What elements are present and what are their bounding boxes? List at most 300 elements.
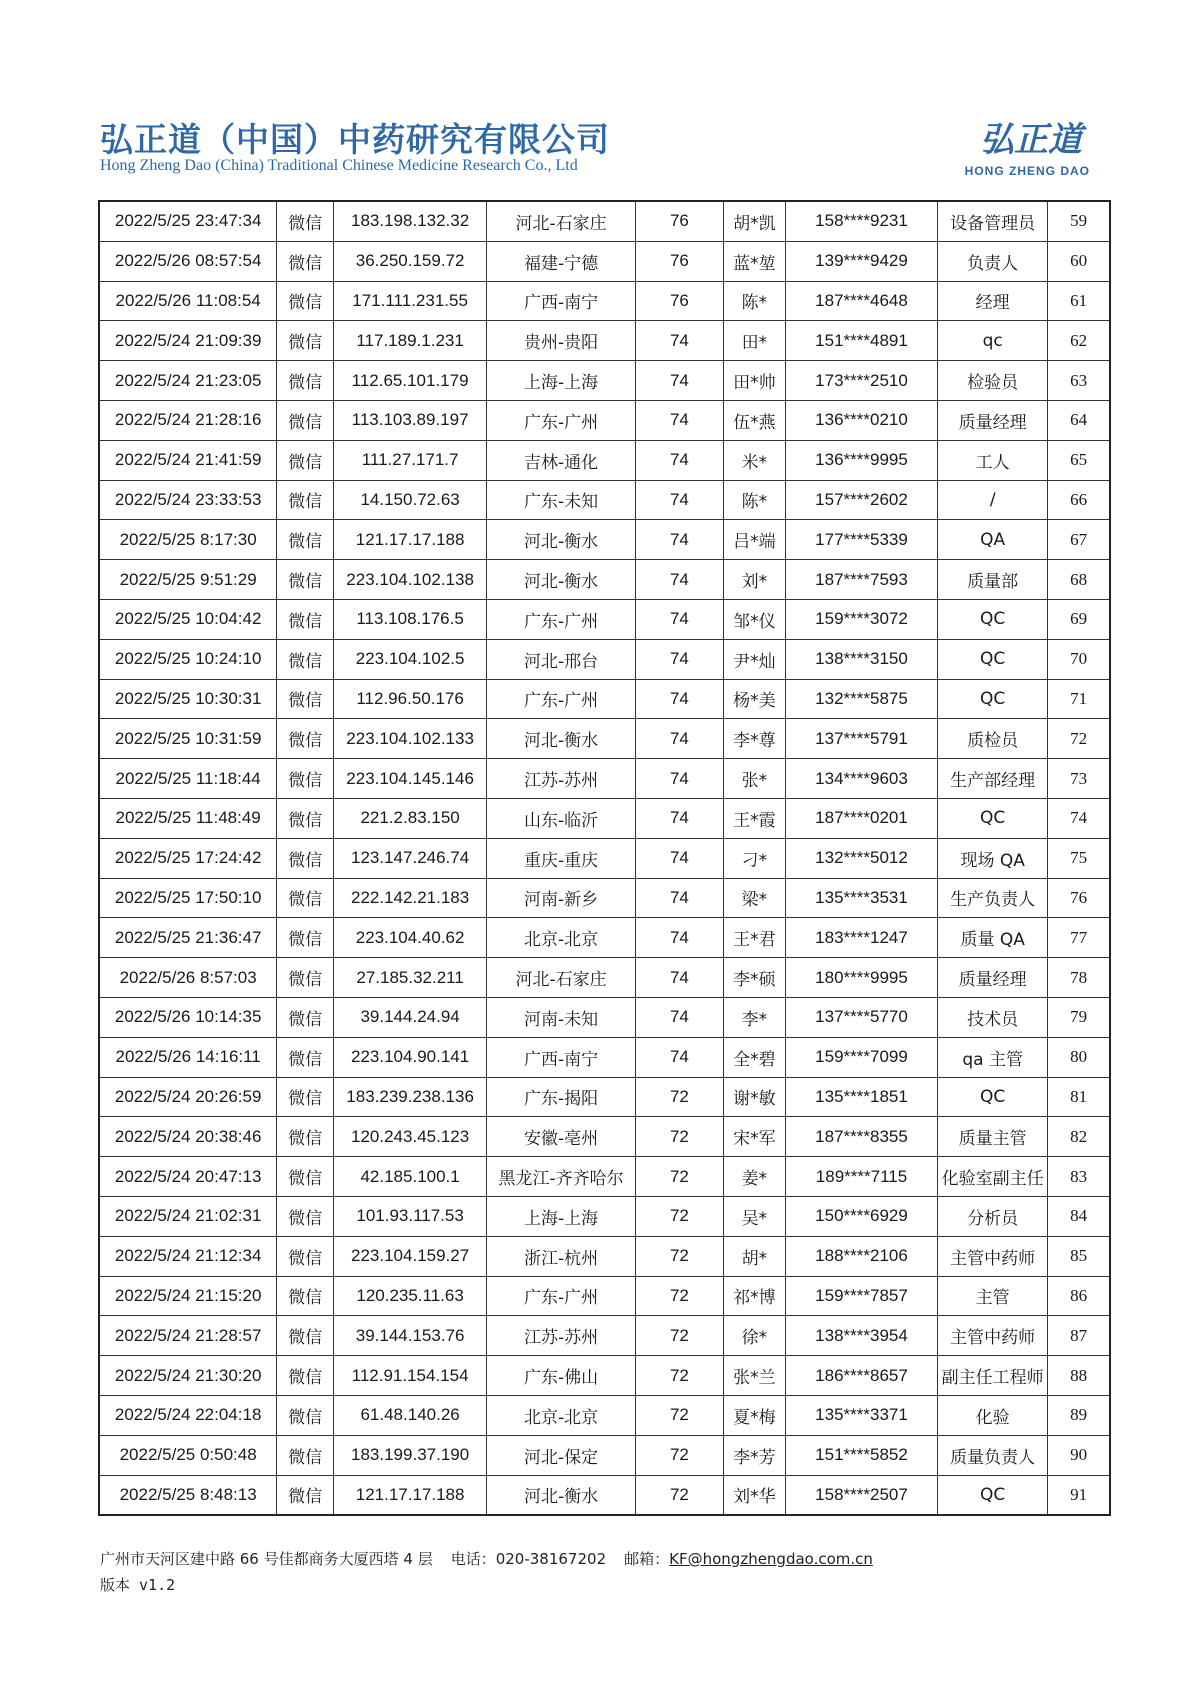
cell-source: 微信 bbox=[277, 1276, 334, 1316]
cell-index: 77 bbox=[1048, 918, 1110, 958]
cell-score: 76 bbox=[636, 281, 724, 321]
table-row bbox=[99, 440, 1110, 480]
cell-name: 米* bbox=[723, 440, 785, 480]
cell-ip-address: 112.91.154.154 bbox=[334, 1356, 487, 1396]
cell-source: 微信 bbox=[277, 838, 334, 878]
table-row bbox=[99, 1077, 1110, 1117]
cell-region: 河北-邢台 bbox=[487, 639, 636, 679]
cell-ip-address: 36.250.159.72 bbox=[334, 241, 487, 281]
cell-phone: 136****9995 bbox=[785, 440, 937, 480]
cell-position: 主管中药师 bbox=[938, 1316, 1048, 1356]
cell-ip-address: 123.147.246.74 bbox=[334, 838, 487, 878]
cell-score: 72 bbox=[636, 1435, 724, 1475]
table-row bbox=[99, 1356, 1110, 1396]
company-name-en: Hong Zheng Dao (China) Traditional Chinese Medicine Research Co., Ltd bbox=[100, 157, 578, 174]
cell-name: 陈* bbox=[723, 281, 785, 321]
cell-phone: 189****7115 bbox=[785, 1157, 937, 1197]
cell-index: 59 bbox=[1048, 201, 1110, 241]
cell-source: 微信 bbox=[277, 1236, 334, 1276]
cell-name: 蓝*堃 bbox=[723, 241, 785, 281]
cell-source: 微信 bbox=[277, 639, 334, 679]
cell-position: qa 主管 bbox=[938, 1037, 1048, 1077]
cell-timestamp: 2022/5/24 21:12:34 bbox=[99, 1236, 277, 1276]
cell-score: 72 bbox=[636, 1356, 724, 1396]
cell-timestamp: 2022/5/25 11:18:44 bbox=[99, 759, 277, 799]
cell-position: QC bbox=[938, 599, 1048, 639]
cell-timestamp: 2022/5/24 22:04:18 bbox=[99, 1395, 277, 1435]
cell-position: QC bbox=[938, 1077, 1048, 1117]
cell-ip-address: 42.185.100.1 bbox=[334, 1157, 487, 1197]
cell-index: 76 bbox=[1048, 878, 1110, 918]
cell-region: 吉林-通化 bbox=[487, 440, 636, 480]
cell-score: 74 bbox=[636, 440, 724, 480]
cell-score: 74 bbox=[636, 599, 724, 639]
cell-timestamp: 2022/5/25 11:48:49 bbox=[99, 798, 277, 838]
cell-source: 微信 bbox=[277, 958, 334, 998]
cell-timestamp: 2022/5/25 21:36:47 bbox=[99, 918, 277, 958]
cell-index: 62 bbox=[1048, 321, 1110, 361]
cell-index: 69 bbox=[1048, 599, 1110, 639]
cell-score: 74 bbox=[636, 918, 724, 958]
cell-phone: 187****7593 bbox=[785, 560, 937, 600]
cell-ip-address: 39.144.24.94 bbox=[334, 997, 487, 1037]
table-row bbox=[99, 1316, 1110, 1356]
cell-name: 陈* bbox=[723, 480, 785, 520]
cell-region: 福建-宁德 bbox=[487, 241, 636, 281]
cell-timestamp: 2022/5/24 23:33:53 bbox=[99, 480, 277, 520]
cell-source: 微信 bbox=[277, 1037, 334, 1077]
cell-phone: 132****5875 bbox=[785, 679, 937, 719]
cell-position: 分析员 bbox=[938, 1196, 1048, 1236]
cell-region: 河北-衡水 bbox=[487, 560, 636, 600]
cell-position: 质量经理 bbox=[938, 958, 1048, 998]
table-row bbox=[99, 201, 1110, 241]
cell-ip-address: 117.189.1.231 bbox=[334, 321, 487, 361]
table-row bbox=[99, 520, 1110, 560]
cell-source: 微信 bbox=[277, 440, 334, 480]
table-row bbox=[99, 321, 1110, 361]
cell-timestamp: 2022/5/26 08:57:54 bbox=[99, 241, 277, 281]
table-row bbox=[99, 361, 1110, 401]
cell-position: qc bbox=[938, 321, 1048, 361]
cell-region: 上海-上海 bbox=[487, 1196, 636, 1236]
cell-source: 微信 bbox=[277, 878, 334, 918]
cell-position: 化验 bbox=[938, 1395, 1048, 1435]
cell-score: 74 bbox=[636, 719, 724, 759]
cell-score: 72 bbox=[636, 1157, 724, 1197]
cell-score: 74 bbox=[636, 878, 724, 918]
cell-index: 88 bbox=[1048, 1356, 1110, 1396]
cell-name: 宋*军 bbox=[723, 1117, 785, 1157]
cell-position: 负责人 bbox=[938, 241, 1048, 281]
cell-ip-address: 223.104.90.141 bbox=[334, 1037, 487, 1077]
cell-phone: 187****4648 bbox=[785, 281, 937, 321]
table-row bbox=[99, 1037, 1110, 1077]
table-row bbox=[99, 1435, 1110, 1475]
cell-timestamp: 2022/5/26 11:08:54 bbox=[99, 281, 277, 321]
cell-name: 王*君 bbox=[723, 918, 785, 958]
cell-region: 广东-未知 bbox=[487, 480, 636, 520]
cell-score: 74 bbox=[636, 759, 724, 799]
cell-region: 广东-广州 bbox=[487, 1276, 636, 1316]
cell-score: 72 bbox=[636, 1276, 724, 1316]
cell-name: 王*霞 bbox=[723, 798, 785, 838]
cell-position: 主管 bbox=[938, 1276, 1048, 1316]
cell-position: QC bbox=[938, 679, 1048, 719]
cell-ip-address: 223.104.102.5 bbox=[334, 639, 487, 679]
cell-region: 广东-揭阳 bbox=[487, 1077, 636, 1117]
cell-name: 张*兰 bbox=[723, 1356, 785, 1396]
cell-source: 微信 bbox=[277, 719, 334, 759]
cell-timestamp: 2022/5/25 17:50:10 bbox=[99, 878, 277, 918]
cell-position: 生产负责人 bbox=[938, 878, 1048, 918]
cell-score: 74 bbox=[636, 639, 724, 679]
cell-index: 85 bbox=[1048, 1236, 1110, 1276]
cell-position: 质量 QA bbox=[938, 918, 1048, 958]
footer-version: 版本 v1.2 bbox=[100, 1576, 176, 1594]
cell-ip-address: 111.27.171.7 bbox=[334, 440, 487, 480]
cell-source: 微信 bbox=[277, 1196, 334, 1236]
cell-ip-address: 120.235.11.63 bbox=[334, 1276, 487, 1316]
cell-name: 李* bbox=[723, 997, 785, 1037]
cell-index: 83 bbox=[1048, 1157, 1110, 1197]
cell-position: QA bbox=[938, 520, 1048, 560]
cell-name: 姜* bbox=[723, 1157, 785, 1197]
cell-index: 84 bbox=[1048, 1196, 1110, 1236]
letterhead bbox=[100, 112, 1090, 194]
cell-region: 北京-北京 bbox=[487, 1395, 636, 1435]
cell-name: 刘*华 bbox=[723, 1475, 785, 1515]
cell-name: 吕*端 bbox=[723, 520, 785, 560]
table-row bbox=[99, 400, 1110, 440]
cell-score: 76 bbox=[636, 201, 724, 241]
cell-index: 86 bbox=[1048, 1276, 1110, 1316]
cell-position: 质量主管 bbox=[938, 1117, 1048, 1157]
cell-position: 主管中药师 bbox=[938, 1236, 1048, 1276]
cell-score: 74 bbox=[636, 400, 724, 440]
cell-timestamp: 2022/5/25 10:24:10 bbox=[99, 639, 277, 679]
cell-index: 90 bbox=[1048, 1435, 1110, 1475]
cell-phone: 173****2510 bbox=[785, 361, 937, 401]
table-row bbox=[99, 1117, 1110, 1157]
cell-phone: 159****3072 bbox=[785, 599, 937, 639]
cell-position: 经理 bbox=[938, 281, 1048, 321]
cell-name: 李*尊 bbox=[723, 719, 785, 759]
cell-region: 江苏-苏州 bbox=[487, 1316, 636, 1356]
table-row bbox=[99, 878, 1110, 918]
table-row bbox=[99, 560, 1110, 600]
cell-score: 72 bbox=[636, 1196, 724, 1236]
cell-phone: 139****9429 bbox=[785, 241, 937, 281]
cell-score: 74 bbox=[636, 838, 724, 878]
cell-region: 广西-南宁 bbox=[487, 281, 636, 321]
cell-position: 质检员 bbox=[938, 719, 1048, 759]
cell-ip-address: 183.198.132.32 bbox=[334, 201, 487, 241]
cell-index: 63 bbox=[1048, 361, 1110, 401]
cell-region: 广东-佛山 bbox=[487, 1356, 636, 1396]
cell-region: 浙江-杭州 bbox=[487, 1236, 636, 1276]
cell-phone: 138****3150 bbox=[785, 639, 937, 679]
cell-source: 微信 bbox=[277, 679, 334, 719]
cell-index: 66 bbox=[1048, 480, 1110, 520]
cell-name: 邹*仪 bbox=[723, 599, 785, 639]
table-row bbox=[99, 599, 1110, 639]
cell-score: 74 bbox=[636, 997, 724, 1037]
cell-name: 伍*燕 bbox=[723, 400, 785, 440]
cell-index: 81 bbox=[1048, 1077, 1110, 1117]
cell-phone: 159****7857 bbox=[785, 1276, 937, 1316]
cell-position: 现场 QA bbox=[938, 838, 1048, 878]
cell-index: 73 bbox=[1048, 759, 1110, 799]
cell-score: 74 bbox=[636, 321, 724, 361]
cell-timestamp: 2022/5/24 20:38:46 bbox=[99, 1117, 277, 1157]
table-row bbox=[99, 1196, 1110, 1236]
cell-timestamp: 2022/5/24 21:15:20 bbox=[99, 1276, 277, 1316]
cell-name: 尹*灿 bbox=[723, 639, 785, 679]
cell-name: 胡*凯 bbox=[723, 201, 785, 241]
cell-name: 梁* bbox=[723, 878, 785, 918]
cell-index: 79 bbox=[1048, 997, 1110, 1037]
cell-name: 刁* bbox=[723, 838, 785, 878]
cell-source: 微信 bbox=[277, 997, 334, 1037]
cell-source: 微信 bbox=[277, 798, 334, 838]
cell-phone: 187****0201 bbox=[785, 798, 937, 838]
cell-position: 副主任工程师 bbox=[938, 1356, 1048, 1396]
cell-phone: 135****3371 bbox=[785, 1395, 937, 1435]
cell-phone: 188****2106 bbox=[785, 1236, 937, 1276]
cell-source: 微信 bbox=[277, 1395, 334, 1435]
cell-timestamp: 2022/5/25 10:30:31 bbox=[99, 679, 277, 719]
cell-index: 67 bbox=[1048, 520, 1110, 560]
cell-source: 微信 bbox=[277, 201, 334, 241]
cell-region: 河北-衡水 bbox=[487, 1475, 636, 1515]
cell-phone: 177****5339 bbox=[785, 520, 937, 560]
cell-position: 工人 bbox=[938, 440, 1048, 480]
cell-name: 李*硕 bbox=[723, 958, 785, 998]
cell-source: 微信 bbox=[277, 321, 334, 361]
cell-phone: 132****5012 bbox=[785, 838, 937, 878]
logo-mark: 弘正道 bbox=[980, 120, 1082, 160]
cell-position: QC bbox=[938, 798, 1048, 838]
cell-source: 微信 bbox=[277, 1077, 334, 1117]
cell-name: 全*碧 bbox=[723, 1037, 785, 1077]
cell-timestamp: 2022/5/26 10:14:35 bbox=[99, 997, 277, 1037]
cell-phone: 134****9603 bbox=[785, 759, 937, 799]
cell-source: 微信 bbox=[277, 918, 334, 958]
cell-index: 72 bbox=[1048, 719, 1110, 759]
cell-phone: 159****7099 bbox=[785, 1037, 937, 1077]
cell-position: 检验员 bbox=[938, 361, 1048, 401]
cell-region: 河南-新乡 bbox=[487, 878, 636, 918]
company-name-cn: 弘正道（中国）中药研究有限公司 bbox=[100, 120, 610, 159]
cell-timestamp: 2022/5/24 21:09:39 bbox=[99, 321, 277, 361]
cell-region: 河北-衡水 bbox=[487, 520, 636, 560]
cell-ip-address: 183.239.238.136 bbox=[334, 1077, 487, 1117]
cell-score: 74 bbox=[636, 520, 724, 560]
footer-phone: 电话：020-38167202 bbox=[450, 1550, 607, 1568]
cell-timestamp: 2022/5/24 21:30:20 bbox=[99, 1356, 277, 1396]
cell-timestamp: 2022/5/25 10:31:59 bbox=[99, 719, 277, 759]
cell-timestamp: 2022/5/24 21:23:05 bbox=[99, 361, 277, 401]
cell-index: 78 bbox=[1048, 958, 1110, 998]
footer-address: 广州市天河区建中路 66 号佳都商务大厦西塔 4 层 bbox=[100, 1550, 433, 1568]
cell-ip-address: 101.93.117.53 bbox=[334, 1196, 487, 1236]
table-row bbox=[99, 838, 1110, 878]
cell-ip-address: 14.150.72.63 bbox=[334, 480, 487, 520]
cell-phone: 183****1247 bbox=[785, 918, 937, 958]
cell-timestamp: 2022/5/25 10:04:42 bbox=[99, 599, 277, 639]
cell-ip-address: 221.2.83.150 bbox=[334, 798, 487, 838]
cell-index: 65 bbox=[1048, 440, 1110, 480]
cell-timestamp: 2022/5/25 9:51:29 bbox=[99, 560, 277, 600]
cell-score: 72 bbox=[636, 1475, 724, 1515]
cell-source: 微信 bbox=[277, 281, 334, 321]
footer-contact bbox=[100, 1548, 873, 1569]
cell-name: 夏*梅 bbox=[723, 1395, 785, 1435]
cell-name: 杨*美 bbox=[723, 679, 785, 719]
cell-timestamp: 2022/5/26 14:16:11 bbox=[99, 1037, 277, 1077]
cell-timestamp: 2022/5/24 20:47:13 bbox=[99, 1157, 277, 1197]
cell-name: 田*帅 bbox=[723, 361, 785, 401]
cell-score: 74 bbox=[636, 958, 724, 998]
records-table bbox=[98, 200, 1111, 1516]
cell-name: 刘* bbox=[723, 560, 785, 600]
cell-index: 60 bbox=[1048, 241, 1110, 281]
cell-ip-address: 223.104.145.146 bbox=[334, 759, 487, 799]
table-row bbox=[99, 480, 1110, 520]
cell-score: 74 bbox=[636, 361, 724, 401]
table-row bbox=[99, 1276, 1110, 1316]
cell-timestamp: 2022/5/25 8:48:13 bbox=[99, 1475, 277, 1515]
cell-phone: 187****8355 bbox=[785, 1117, 937, 1157]
cell-region: 河北-石家庄 bbox=[487, 958, 636, 998]
cell-region: 广东-广州 bbox=[487, 679, 636, 719]
cell-region: 河北-衡水 bbox=[487, 719, 636, 759]
cell-timestamp: 2022/5/25 8:17:30 bbox=[99, 520, 277, 560]
cell-phone: 135****3531 bbox=[785, 878, 937, 918]
cell-region: 安徽-亳州 bbox=[487, 1117, 636, 1157]
cell-region: 上海-上海 bbox=[487, 361, 636, 401]
company-logo bbox=[960, 112, 1090, 182]
cell-ip-address: 171.111.231.55 bbox=[334, 281, 487, 321]
cell-region: 山东-临沂 bbox=[487, 798, 636, 838]
cell-timestamp: 2022/5/26 8:57:03 bbox=[99, 958, 277, 998]
table-row bbox=[99, 1395, 1110, 1435]
cell-ip-address: 223.104.159.27 bbox=[334, 1236, 487, 1276]
cell-index: 89 bbox=[1048, 1395, 1110, 1435]
cell-ip-address: 120.243.45.123 bbox=[334, 1117, 487, 1157]
cell-timestamp: 2022/5/24 21:41:59 bbox=[99, 440, 277, 480]
cell-score: 74 bbox=[636, 1037, 724, 1077]
cell-ip-address: 183.199.37.190 bbox=[334, 1435, 487, 1475]
cell-ip-address: 222.142.21.183 bbox=[334, 878, 487, 918]
cell-region: 北京-北京 bbox=[487, 918, 636, 958]
cell-score: 74 bbox=[636, 798, 724, 838]
cell-score: 72 bbox=[636, 1117, 724, 1157]
cell-ip-address: 121.17.17.188 bbox=[334, 1475, 487, 1515]
cell-index: 74 bbox=[1048, 798, 1110, 838]
cell-index: 87 bbox=[1048, 1316, 1110, 1356]
table-row bbox=[99, 759, 1110, 799]
cell-source: 微信 bbox=[277, 1157, 334, 1197]
cell-phone: 158****2507 bbox=[785, 1475, 937, 1515]
cell-source: 微信 bbox=[277, 400, 334, 440]
table-row bbox=[99, 1157, 1110, 1197]
cell-source: 微信 bbox=[277, 1356, 334, 1396]
cell-position: 质量经理 bbox=[938, 400, 1048, 440]
cell-source: 微信 bbox=[277, 560, 334, 600]
cell-score: 74 bbox=[636, 560, 724, 600]
table-row bbox=[99, 918, 1110, 958]
cell-position: 质量部 bbox=[938, 560, 1048, 600]
cell-name: 胡* bbox=[723, 1236, 785, 1276]
cell-index: 70 bbox=[1048, 639, 1110, 679]
cell-name: 张* bbox=[723, 759, 785, 799]
cell-position: 设备管理员 bbox=[938, 201, 1048, 241]
cell-timestamp: 2022/5/24 21:02:31 bbox=[99, 1196, 277, 1236]
cell-index: 80 bbox=[1048, 1037, 1110, 1077]
cell-source: 微信 bbox=[277, 241, 334, 281]
cell-region: 江苏-苏州 bbox=[487, 759, 636, 799]
cell-name: 徐* bbox=[723, 1316, 785, 1356]
cell-name: 李*芳 bbox=[723, 1435, 785, 1475]
cell-ip-address: 39.144.153.76 bbox=[334, 1316, 487, 1356]
cell-phone: 137****5770 bbox=[785, 997, 937, 1037]
cell-region: 广西-南宁 bbox=[487, 1037, 636, 1077]
cell-index: 75 bbox=[1048, 838, 1110, 878]
table-row bbox=[99, 1236, 1110, 1276]
cell-score: 72 bbox=[636, 1077, 724, 1117]
cell-region: 河北-保定 bbox=[487, 1435, 636, 1475]
footer-email-link[interactable]: KF@hongzhengdao.com.cn bbox=[669, 1550, 873, 1568]
cell-position: / bbox=[938, 480, 1048, 520]
cell-source: 微信 bbox=[277, 599, 334, 639]
cell-source: 微信 bbox=[277, 520, 334, 560]
cell-timestamp: 2022/5/25 23:47:34 bbox=[99, 201, 277, 241]
table-row bbox=[99, 679, 1110, 719]
table-row bbox=[99, 639, 1110, 679]
cell-score: 76 bbox=[636, 241, 724, 281]
cell-position: 技术员 bbox=[938, 997, 1048, 1037]
cell-source: 微信 bbox=[277, 1117, 334, 1157]
table-row bbox=[99, 241, 1110, 281]
cell-index: 61 bbox=[1048, 281, 1110, 321]
cell-timestamp: 2022/5/25 0:50:48 bbox=[99, 1435, 277, 1475]
cell-source: 微信 bbox=[277, 480, 334, 520]
cell-source: 微信 bbox=[277, 361, 334, 401]
cell-phone: 157****2602 bbox=[785, 480, 937, 520]
cell-phone: 151****5852 bbox=[785, 1435, 937, 1475]
cell-phone: 150****6929 bbox=[785, 1196, 937, 1236]
cell-position: 质量负责人 bbox=[938, 1435, 1048, 1475]
cell-source: 微信 bbox=[277, 1435, 334, 1475]
cell-phone: 137****5791 bbox=[785, 719, 937, 759]
cell-timestamp: 2022/5/24 21:28:16 bbox=[99, 400, 277, 440]
cell-score: 72 bbox=[636, 1395, 724, 1435]
cell-name: 祁*博 bbox=[723, 1276, 785, 1316]
cell-phone: 158****9231 bbox=[785, 201, 937, 241]
cell-ip-address: 223.104.102.133 bbox=[334, 719, 487, 759]
cell-phone: 151****4891 bbox=[785, 321, 937, 361]
cell-score: 74 bbox=[636, 679, 724, 719]
cell-timestamp: 2022/5/25 17:24:42 bbox=[99, 838, 277, 878]
cell-timestamp: 2022/5/24 20:26:59 bbox=[99, 1077, 277, 1117]
cell-region: 广东-广州 bbox=[487, 400, 636, 440]
cell-ip-address: 223.104.102.138 bbox=[334, 560, 487, 600]
cell-score: 72 bbox=[636, 1236, 724, 1276]
cell-source: 微信 bbox=[277, 759, 334, 799]
cell-source: 微信 bbox=[277, 1316, 334, 1356]
